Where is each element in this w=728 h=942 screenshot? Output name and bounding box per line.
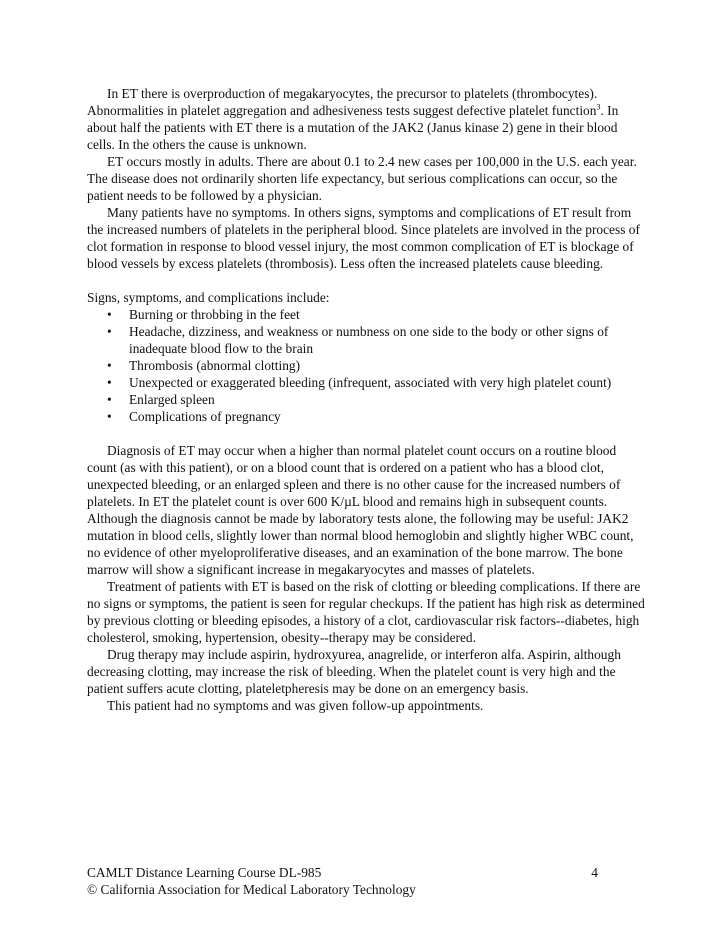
list-item: • Headache, dizziness, and weakness or numbness on one side to the body or other signs of inadequate blood flow to the brain [107, 324, 609, 356]
paragraph-patient-outcome: This patient had no symptoms and was given follow-up appointments. [107, 698, 484, 713]
signs-list [87, 306, 645, 425]
paragraph-treatment: Treatment of patients with ET is based on the risk of clotting or bleeding complications. If there are no signs or symptoms, the patient is seen for regular checkups. If the patient has high risk as determined by previous clotting or bleeding episodes, a history of a clot, cardiovascular risk factors--diabetes, high cholesterol, smoking, hypertension, obesity--therapy may be considered. [87, 579, 645, 645]
bullet-icon: • [107, 307, 112, 322]
paragraph-diagnosis: Diagnosis of ET may occur when a higher than normal platelet count occurs on a routine blood count (as with this patient), or on a blood count that is ordered on a patient who has a blood clot, unexpected bleeding, or an enlarged spleen and there is no other cause for the increased numbers of platelets. In ET the platelet count is over 600 K/µL blood and remains high in subsequent counts. Although the diagnosis cannot be made by laboratory tests alone, the following may be useful: JAK2 mutation in blood cells, slightly lower than normal blood hemoglobin and slightly higher WBC count, no evidence of other myeloproliferative diseases, and an examination of the bone marrow. The bone marrow will show a significant increase in megakaryocytes and masses of platelets. [87, 443, 634, 577]
list-item: • Unexpected or exaggerated bleeding (infrequent, associated with very high platelet count) [107, 375, 612, 390]
bullet-icon: • [107, 358, 112, 373]
footnote-reference: 3 [596, 102, 601, 112]
bullet-icon: • [107, 392, 112, 407]
footer-copyright: © California Association for Medical Laboratory Technology [87, 882, 416, 897]
list-item: • Burning or throbbing in the feet [107, 307, 300, 322]
paragraph-et-overproduction: In ET there is overproduction of megakaryocytes, the precursor to platelets (thrombocytes). Abnormalities in platelet aggregation and adhesiveness tests suggest defective platelet function$^3$. In about half the patients with ET there is a mutation of the JAK2 (Janus kinase 2) gene in their blood cells. In the others the cause is unknown. [87, 86, 619, 152]
paragraph-et-epidemiology: ET occurs mostly in adults. There are about 0.1 to 2.4 new cases per 100,000 in the U.S. each year. The disease does not ordinarily shorten life expectancy, but serious complications can occur, so the patient needs to be followed by a physician. [87, 154, 637, 203]
bullet-icon: • [107, 324, 112, 339]
page-number: 4 [591, 865, 598, 880]
bullet-icon: • [107, 375, 112, 390]
spacer [87, 272, 645, 289]
document-body [87, 85, 645, 714]
list-item: • Enlarged spleen [107, 392, 215, 407]
spacer [87, 425, 645, 442]
page-footer [87, 864, 645, 898]
list-item: • Thrombosis (abnormal clotting) [107, 358, 301, 373]
bullet-icon: • [107, 409, 112, 424]
list-item: • Complications of pregnancy [107, 409, 281, 424]
paragraph-et-symptoms-overview: Many patients have no symptoms. In others signs, symptoms and complications of ET result from the increased numbers of platelets in the peripheral blood. Since platelets are involved in the process of clot formation in response to blood vessel injury, the most common complication of ET is blockage of blood vessels by excess platelets (thrombosis). Less often the increased platelets cause bleeding. [87, 205, 640, 271]
signs-heading: Signs, symptoms, and complications include: [87, 290, 330, 305]
footer-course: CAMLT Distance Learning Course DL-985 [87, 865, 322, 880]
paragraph-drug-therapy: Drug therapy may include aspirin, hydroxyurea, anagrelide, or interferon alfa. Aspirin, although decreasing clotting, may increase the risk of bleeding. When the platelet count is very high and the patient suffers acute clotting, plateletpheresis may be done on an emergency basis. [87, 647, 621, 696]
